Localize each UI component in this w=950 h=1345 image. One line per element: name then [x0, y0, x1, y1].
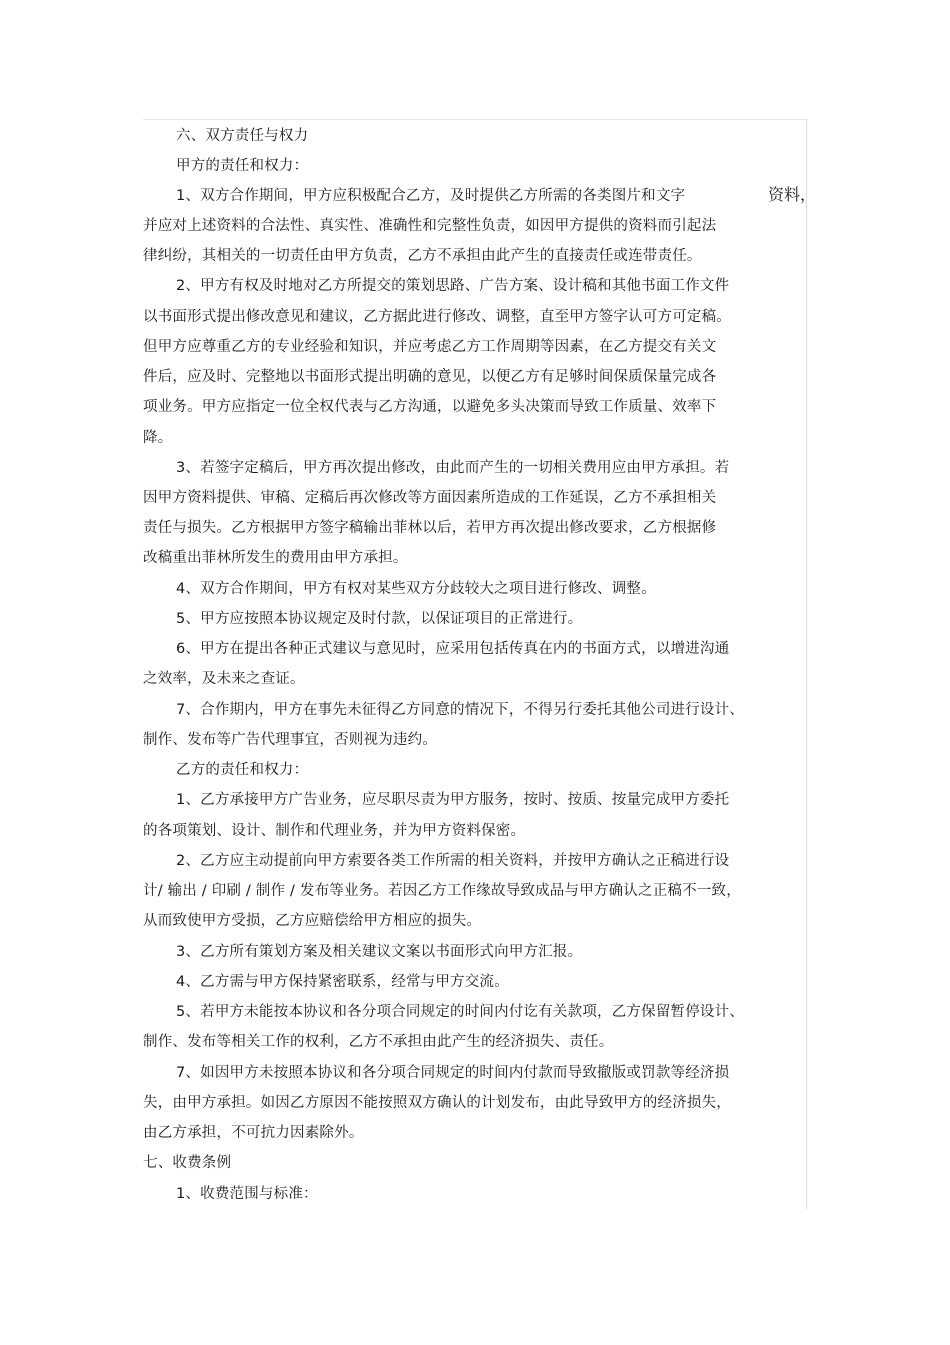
paragraph-line: 由乙方承担，不可抗力因素除外。	[143, 1125, 364, 1141]
paragraph-line: 5、若甲方未能按本协议和各分项合同规定的时间内付讫有关款项，乙方保留暂停设计、	[176, 1004, 745, 1020]
paragraph-line: 并应对上述资料的合法性、真实性、准确性和完整性负责，如因甲方提供的资料而引起法	[143, 218, 717, 234]
subsection-heading: 甲方的责任和权力：	[176, 158, 309, 174]
paragraph-line: 3、乙方所有策划方案及相关建议文案以书面形式向甲方汇报。	[176, 944, 583, 960]
paragraph-line: 降。	[143, 430, 173, 446]
paragraph-line: 4、乙方需与甲方保持紧密联系，经常与甲方交流。	[176, 974, 509, 990]
paragraph-line: 件后，应及时、完整地以书面形式提出明确的意见，以便乙方有足够时间保质保量完成各	[143, 369, 717, 385]
paragraph-line: 制作、发布等相关工作的权利，乙方不承担由此产生的经济损失、责任。	[143, 1034, 614, 1050]
paragraph-line: 改稿重出菲林所发生的费用由甲方承担。	[143, 550, 408, 566]
paragraph-line: 3、若签字定稿后，甲方再次提出修改，由此而产生的一切相关费用应由甲方承担。若	[176, 460, 730, 476]
paragraph-line: 2、甲方有权及时地对乙方所提交的策划思路、广告方案、设计稿和其他书面工作文件	[176, 278, 730, 294]
paragraph-line: 7、合作期内，甲方在事先未征得乙方同意的情况下，不得另行委托其他公司进行设计、	[176, 702, 745, 718]
paragraph-line: 1、双方合作期间，甲方应积极配合乙方，及时提供乙方所需的各类图片和文字	[176, 188, 686, 204]
paragraph-line: 1、乙方承接甲方广告业务，应尽职尽责为甲方服务，按时、按质、按量完成甲方委托	[176, 792, 730, 808]
paragraph-line: 因甲方资料提供、审稿、定稿后再次修改等方面因素所造成的工作延误，乙方不承担相关	[143, 490, 717, 506]
section-heading: 六、双方责任与权力	[176, 128, 309, 144]
paragraph-line: 2、乙方应主动提前向甲方索要各类工作所需的相关资料，并按甲方确认之正稿进行设	[176, 853, 730, 869]
paragraph-line-end: 资料，	[768, 185, 817, 204]
paragraph-line: 失，由甲方承担。如因乙方原因不能按照双方确认的计划发布，由此导致甲方的经济损失，	[143, 1095, 731, 1111]
paragraph-line: 责任与损失。乙方根据甲方签字稿输出菲林以后，若甲方再次提出修改要求，乙方根据修	[143, 520, 717, 536]
paragraph-line: 1、收费范围与标准：	[176, 1186, 318, 1202]
paragraph-line: 的各项策划、设计、制作和代理业务，并为甲方资料保密。	[143, 823, 526, 839]
paragraph-line: 4、双方合作期间，甲方有权对某些双方分歧较大之项目进行修改、调整。	[176, 581, 656, 597]
paragraph-line: 以书面形式提出修改意见和建议，乙方据此进行修改、调整，直至甲方签字认可方可定稿。	[143, 309, 731, 325]
paragraph-line: 6、甲方在提出各种正式建议与意见时，应采用包括传真在内的书面方式，以增进沟通	[176, 641, 730, 657]
paragraph-line: 5、甲方应按照本协议规定及时付款，以保证项目的正常进行。	[176, 611, 583, 627]
paragraph-line: 从而致使甲方受损，乙方应赔偿给甲方相应的损失。	[143, 913, 482, 929]
paragraph-line: 计/ 输出 / 印刷 / 制作 / 发布等业务。若因乙方工作缘故导致成品与甲方确认之正稿不一致，	[143, 883, 741, 899]
paragraph-line: 制作、发布等广告代理事宜，否则视为违约。	[143, 732, 437, 748]
subsection-heading: 乙方的责任和权力：	[176, 762, 309, 778]
paragraph-line: 律纠纷，其相关的一切责任由甲方负责，乙方不承担由此产生的直接责任或连带责任。	[143, 248, 702, 264]
paragraph-line: 之效率，及未来之查证。	[143, 671, 305, 687]
section-heading: 七、收费条例	[143, 1155, 232, 1171]
paragraph-line: 但甲方应尊重乙方的专业经验和知识，并应考虑乙方工作周期等因素，在乙方提交有关文	[143, 339, 717, 355]
paragraph-line: 7、如因甲方未按照本协议和各分项合同规定的时间内付款而导致撤版或罚款等经济损	[176, 1065, 730, 1081]
paragraph-line: 项业务。甲方应指定一位全权代表与乙方沟通，以避免多头决策而导致工作质量、效率下	[143, 399, 717, 415]
